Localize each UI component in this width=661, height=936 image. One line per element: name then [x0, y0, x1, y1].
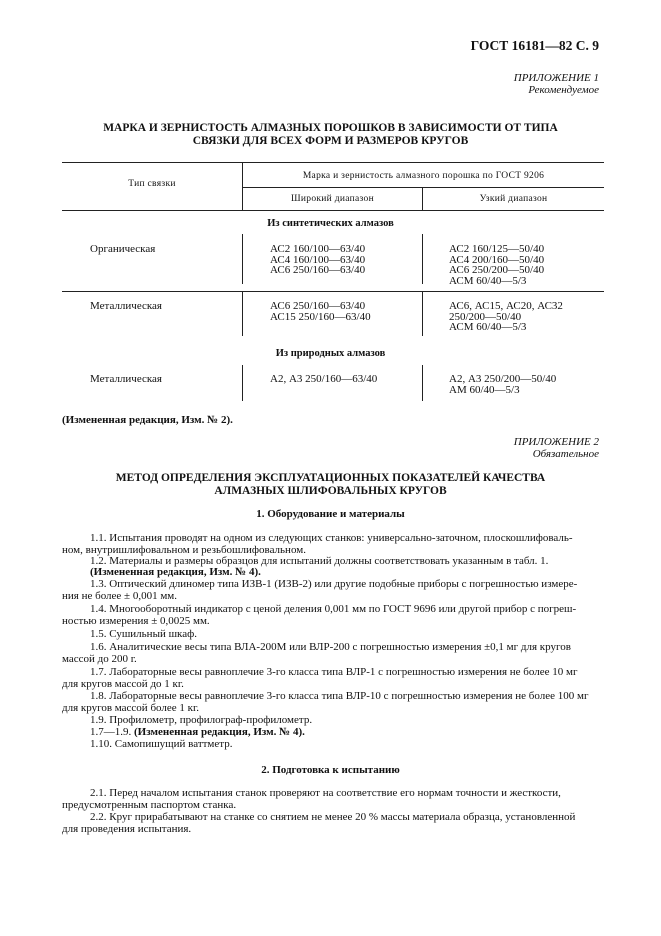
row-divider-mid: [422, 234, 423, 284]
row-divider-mid: [422, 291, 423, 336]
paragraph-1-3-cont: ния не более ± 0,001 мм.: [62, 590, 178, 602]
row-separator: [62, 291, 604, 292]
paragraph-2-2-cont: для проведения испытания.: [62, 823, 192, 835]
paragraph-1-1: 1.1. Испытания проводят на одном из следующих станков: универсально-заточном, плоскошлифоваль-: [90, 532, 573, 544]
paragraph-1-1-cont: ном, внутришлифовальном и резьбошлифовальном.: [62, 544, 306, 556]
row-divider-left: [242, 365, 243, 401]
paragraph-1-8-cont: для кругов массой более 1 кг.: [62, 702, 200, 714]
section-1-title: 1. Оборудование и материалы: [256, 508, 405, 520]
paragraph-2-1-cont: предусмотренным паспортом станка.: [62, 799, 237, 811]
row-narrow-values: А2, А3 250/200—50/40 АМ 60/40—5/3: [449, 373, 557, 396]
paragraph-1-7-cont: для кругов массой до 1 кг.: [62, 678, 184, 690]
document-header: ГОСТ 16181—82 С. 9: [470, 38, 599, 53]
group-title-synthetic: Из синтетических алмазов: [267, 218, 394, 229]
row-wide-values: А2, А3 250/160—63/40: [270, 373, 378, 385]
appendix-2-title-line2: АЛМАЗНЫХ ШЛИФОВАЛЬНЫХ КРУГОВ: [214, 485, 447, 497]
row-narrow-values: АС2 160/125—50/40 АС4 200/160—50/40 АС6 250/200—50/40 АСМ 60/40—5/3: [449, 243, 545, 287]
table-header-bottom-rule: [62, 210, 604, 211]
appendix-1-status: Рекомендуемое: [528, 84, 599, 96]
row-bond: Металлическая: [90, 373, 162, 385]
group-title-natural: Из природных алмазов: [275, 348, 386, 359]
row-divider-left: [242, 234, 243, 284]
row-bond: Металлическая: [90, 300, 162, 312]
row-wide-values: АС6 250/160—63/40 АС15 250/160—63/40: [270, 300, 371, 323]
paragraph-1-2: 1.2. Материалы и размеры образцов для испытаний должны соответствовать указанным в табл. 1.: [90, 555, 549, 567]
col-bond-header: Тип связки: [128, 179, 176, 189]
row-bond: Органическая: [90, 243, 156, 255]
appendix-1-title-line2: СВЯЗКИ ДЛЯ ВСЕХ ФОРМ И РАЗМЕРОВ КРУГОВ: [192, 135, 469, 147]
paragraph-1-2-note: (Измененная редакция, Изм. № 4).: [90, 566, 261, 578]
row-narrow-values: АС6, АС15, АС20, АС32 250/200—50/40 АСМ 60/40—5/3: [449, 300, 563, 333]
section-2-title: 2. Подготовка к испытанию: [261, 764, 400, 776]
row-divider-mid: [422, 365, 423, 401]
col-narrow-header: Узкий диапазон: [479, 194, 548, 204]
paragraph-2-1: 2.1. Перед началом испытания станок проверяют на соответствие его нормам точности и жесткости,: [90, 787, 561, 799]
appendix-2-title-line1: МЕТОД ОПРЕДЕЛЕНИЯ ЭКСПЛУАТАЦИОННЫХ ПОКАЗАТЕЛЕЙ КАЧЕСТВА: [115, 472, 546, 484]
paragraph-1-3: 1.3. Оптический длиномер типа ИЗВ-1 (ИЗВ-2) или другие подобные приборы с погрешностью измере-: [90, 578, 578, 590]
appendix-1-title-line1: МАРКА И ЗЕРНИСТОСТЬ АЛМАЗНЫХ ПОРОШКОВ В ЗАВИСИМОСТИ ОТ ТИПА: [103, 122, 558, 134]
appendix-2-label: ПРИЛОЖЕНИЕ 2: [513, 436, 599, 448]
paragraph-1-4: 1.4. Многооборотный индикатор с ценой деления 0,001 мм по ГОСТ 9696 или другой прибор с погреш-: [90, 603, 577, 615]
paragraph-1-6: 1.6. Аналитические весы типа ВЛА-200М или ВЛР-200 с погрешностью измерения ±0,1 мг для кругов: [90, 641, 571, 653]
edit-note: (Измененная редакция, Изм. № 2).: [62, 414, 233, 426]
row-wide-values: АС2 160/100—63/40 АС4 160/100—63/40 АС6 250/160—63/40: [270, 243, 366, 276]
paragraph-2-2: 2.2. Круг прирабатывают на станке со снятием не менее 20 % массы материала образца, установленной: [90, 811, 576, 823]
paragraph-1-4-cont: ностью измерения ± 0,0025 мм.: [62, 615, 210, 627]
paragraph-1-9: 1.9. Профилометр, профилограф-профилометр.: [90, 714, 313, 726]
col-group-header: Марка и зернистость алмазного порошка по ГОСТ 9206: [302, 171, 545, 181]
table-top-rule: [62, 162, 604, 163]
col-wide-header: Широкий диапазон: [291, 194, 374, 204]
appendix-1-label: ПРИЛОЖЕНИЕ 1: [513, 72, 599, 84]
row-divider-left: [242, 291, 243, 336]
appendix-2-status: Обязательное: [532, 448, 599, 460]
paragraph-1-10: 1.10. Самопишущий ваттметр.: [90, 738, 233, 750]
paragraph-1-8: 1.8. Лабораторные весы равноплечие 3-го класса типа ВЛР-10 с погрешностью измерения не более 100 мг: [90, 690, 589, 702]
paragraph-1-7-1-9-note: 1.7—1.9. (Измененная редакция, Изм. № 4).: [90, 726, 305, 738]
paragraph-1-6-cont: массой до 200 г.: [62, 653, 137, 665]
table-subheader-rule: [243, 187, 604, 188]
paragraph-1-5: 1.5. Сушильный шкаф.: [90, 628, 197, 640]
paragraph-1-7: 1.7. Лабораторные весы равноплечие 3-го класса типа ВЛР-1 с погрешностью измерения не более 10 мг: [90, 666, 578, 678]
